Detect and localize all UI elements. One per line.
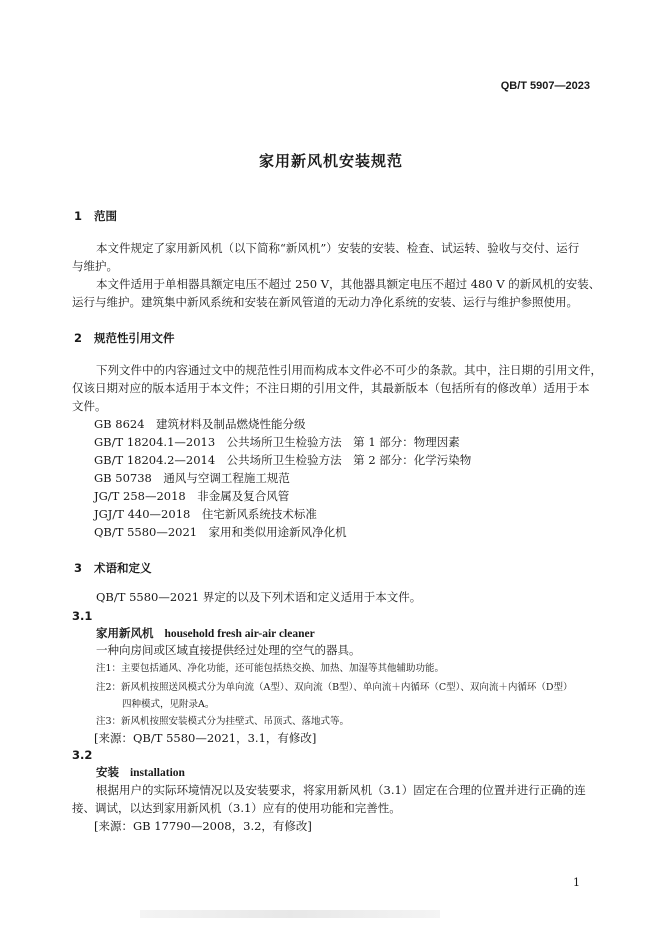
section-title: 规范性引用文件 — [94, 331, 175, 345]
term-heading — [96, 764, 185, 780]
term-source: [来源：GB 17790—2008，3.2，有修改] — [94, 819, 312, 833]
reference-item: QB/T 5580—2021 家用和类似用途新风净化机 — [94, 525, 347, 539]
reference-item: GB 8624 建筑材料及制品燃烧性能分级 — [94, 417, 306, 431]
paragraph-line: 仅该日期对应的版本适用于本文件；不注日期的引用文件，其最新版本（包括所有的修改单）适用于本 — [72, 381, 590, 395]
note-1 — [96, 660, 444, 674]
term-english: household fresh air-air cleaner — [164, 628, 315, 640]
term-source: [来源：QB/T 5580—2021，3.1，有修改] — [94, 731, 317, 745]
scan-footer-strip — [140, 910, 440, 918]
note-text: 新风机按照送风模式分为单向流（A型）、双向流（B型）、单向流＋内循环（C型）、双向流＋内循环（D型） — [121, 682, 573, 693]
reference-item: GB/T 18204.1—2013 公共场所卫生检验方法 第 1 部分：物理因素 — [94, 435, 460, 449]
section-number: 2 — [74, 331, 83, 345]
term-english: installation — [129, 767, 185, 779]
reference-item: JG/T 258—2018 非金属及复合风管 — [94, 489, 290, 503]
paragraph-line: 下列文件中的内容通过文中的规范性引用而构成本文件必不可少的条款。其中，注日期的引用文件， — [96, 363, 602, 377]
reference-item: JGJ/T 440—2018 住宅新风系统技术标准 — [94, 507, 317, 521]
paragraph-line: 与维护。 — [72, 259, 118, 273]
page-number: 1 — [573, 876, 580, 889]
section-title: 术语和定义 — [94, 561, 152, 575]
term-definition: 一种向房间或区域直接提供经过处理的空气的器具。 — [96, 643, 361, 657]
note-label: 注2： — [96, 682, 122, 693]
note-text: 新风机按照安装模式分为挂壁式、吊顶式、落地式等。 — [121, 716, 350, 727]
paragraph-line: 文件。 — [72, 399, 107, 413]
standard-number: QB/T 5907—2023 — [500, 80, 590, 92]
section-number: 3 — [74, 561, 83, 575]
term-definition-line: 根据用户的实际环境情况以及安装要求，将家用新风机（3.1）固定在合理的位置并进行正确的连 — [96, 783, 586, 797]
note-text: 主要包括通风、净化功能，还可能包括热交换、加热、加湿等其他辅助功能。 — [121, 663, 445, 674]
paragraph-line: 本文件规定了家用新风机（以下简称“新风机”）安装的安装、检查、试运转、验收与交付、运行 — [96, 241, 580, 255]
paragraph-line: 运行与维护。建筑集中新风系统和安装在新风管道的无动力净化系统的安装、运行与维护参照使用。 — [72, 295, 578, 309]
document-title: 家用新风机安装规范 — [258, 152, 403, 170]
section-title: 范围 — [94, 209, 117, 223]
reference-item: GB/T 18204.2—2014 公共场所卫生检验方法 第 2 部分：化学污染物 — [94, 453, 472, 467]
term-chinese: 家用新风机 — [96, 626, 154, 640]
term-number: 3.2 — [72, 748, 93, 762]
note-label: 注3： — [96, 716, 122, 727]
term-heading — [96, 625, 315, 641]
section-number: 1 — [74, 209, 83, 223]
note-label: 注1： — [96, 663, 122, 674]
section-3-heading — [74, 560, 152, 576]
note-3 — [96, 713, 349, 727]
section-2-heading — [74, 330, 175, 346]
note-2-continuation: 四种模式，见附录A。 — [122, 699, 215, 710]
note-2 — [96, 679, 573, 693]
reference-item: GB 50738 通风与空调工程施工规范 — [94, 471, 290, 485]
term-number: 3.1 — [72, 609, 93, 623]
paragraph-line: 本文件适用于单相器具额定电压不超过 250 V，其他器具额定电压不超过 480 V 的新风机的安装、 — [96, 277, 601, 291]
term-chinese: 安装 — [96, 765, 119, 779]
section-1-heading — [74, 208, 117, 224]
paragraph-line: QB/T 5580—2021 界定的以及下列术语和定义适用于本文件。 — [96, 590, 422, 604]
term-definition-line: 接、调试，以达到家用新风机（3.1）应有的使用功能和完善性。 — [72, 801, 401, 815]
